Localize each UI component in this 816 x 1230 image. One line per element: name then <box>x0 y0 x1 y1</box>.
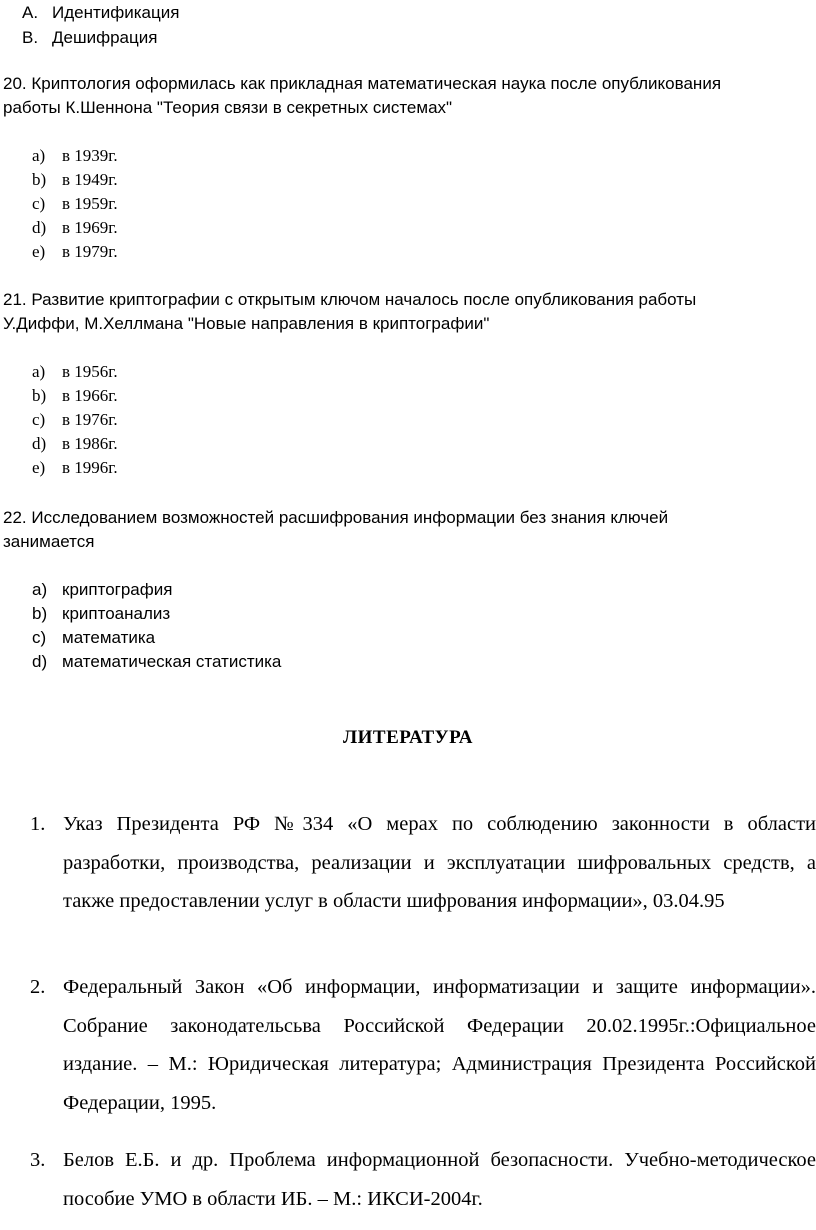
option-text: в 1996г. <box>62 458 118 477</box>
question-line: 20. Криптология оформилась как прикладная математическая наука после опубликования <box>3 74 722 93</box>
option-letter: b) <box>32 386 47 405</box>
list-item <box>32 434 118 454</box>
reference-item <box>30 805 816 921</box>
option-letter: e) <box>32 458 46 477</box>
question-line: 22. Исследованием возможностей расшифрования информации без знания ключей <box>3 508 669 527</box>
question-line: работы К.Шеннона "Теория связи в секретных системах" <box>3 98 453 117</box>
option-letter: a) <box>32 146 46 165</box>
option-text: в 1949г. <box>62 170 118 189</box>
option-letter: e) <box>32 242 46 261</box>
reference-number: 1. <box>30 813 46 835</box>
option-letter: A. <box>22 3 39 22</box>
list-item <box>32 146 118 166</box>
question-21 <box>3 288 813 336</box>
option-letter: B. <box>22 28 39 47</box>
option-text: криптоанализ <box>62 604 171 623</box>
list-item <box>32 628 155 648</box>
reference-number: 3. <box>30 1149 46 1171</box>
option-letter: b) <box>32 170 47 189</box>
question-line: 21. Развитие криптографии с открытым ключом началось после опубликования работы <box>3 290 697 309</box>
question-20 <box>3 72 813 120</box>
option-text: в 1969г. <box>62 218 118 237</box>
reference-number: 2. <box>30 976 46 998</box>
option-letter: d) <box>32 434 47 453</box>
reference-text: Указ Президента РФ №334 «О мерах по соблюдению законности в области разработки, производства, реализации и эксплуатации шифровальных средств, а также предоставлении услуг в области шифрования информации», 03.04.95 <box>63 813 816 912</box>
option-text: в 1966г. <box>62 386 118 405</box>
list-item <box>32 580 172 600</box>
option-text: Дешифрация <box>52 28 158 47</box>
reference-item <box>30 1141 816 1218</box>
list-item <box>32 170 118 190</box>
option-text: в 1976г. <box>62 410 118 429</box>
option-text: Идентификация <box>52 3 180 22</box>
question-22 <box>3 506 813 554</box>
option-letter: d) <box>32 218 47 237</box>
option-text: математика <box>62 628 156 647</box>
option-letter: d) <box>32 652 48 671</box>
reference-item <box>30 968 816 1122</box>
question-line: занимается <box>3 532 95 551</box>
list-item <box>32 362 118 382</box>
list-item <box>22 28 157 48</box>
list-item <box>32 194 118 214</box>
option-letter: c) <box>32 410 46 429</box>
list-item <box>32 218 118 238</box>
option-letter: c) <box>32 194 46 213</box>
option-text: криптография <box>62 580 173 599</box>
option-text: в 1979г. <box>62 242 118 261</box>
list-item <box>22 3 179 23</box>
list-item <box>32 242 118 262</box>
literature-title: ЛИТЕРАТУРА <box>342 727 474 748</box>
list-item <box>32 386 118 406</box>
option-text: в 1956г. <box>62 362 118 381</box>
list-item <box>32 604 170 624</box>
list-item <box>32 652 281 672</box>
option-text: математическая статистика <box>62 652 282 671</box>
question-line: У.Диффи, М.Хеллмана "Новые направления в криптографии" <box>3 314 490 333</box>
option-letter: c) <box>32 628 47 647</box>
reference-text: Белов Е.Б. и др. Проблема информационной безопасности. Учебно-методическое пособие УМО в области ИБ. – М.: ИКСИ-2004г. <box>63 1149 816 1210</box>
option-letter: b) <box>32 604 48 623</box>
option-letter: a) <box>32 362 46 381</box>
option-letter: a) <box>32 580 48 599</box>
option-text: в 1959г. <box>62 194 118 213</box>
option-text: в 1986г. <box>62 434 118 453</box>
list-item <box>32 458 118 478</box>
list-item <box>32 410 118 430</box>
option-text: в 1939г. <box>62 146 118 165</box>
reference-text: Федеральный Закон «Об информации, информатизации и защите информации». Собрание законодательсьва Российской Федерации 20.02.1995г.:Официальное издание. – М.: Юридическая литература; Администрация Президента Российской Федерации, 1995. <box>63 976 816 1114</box>
